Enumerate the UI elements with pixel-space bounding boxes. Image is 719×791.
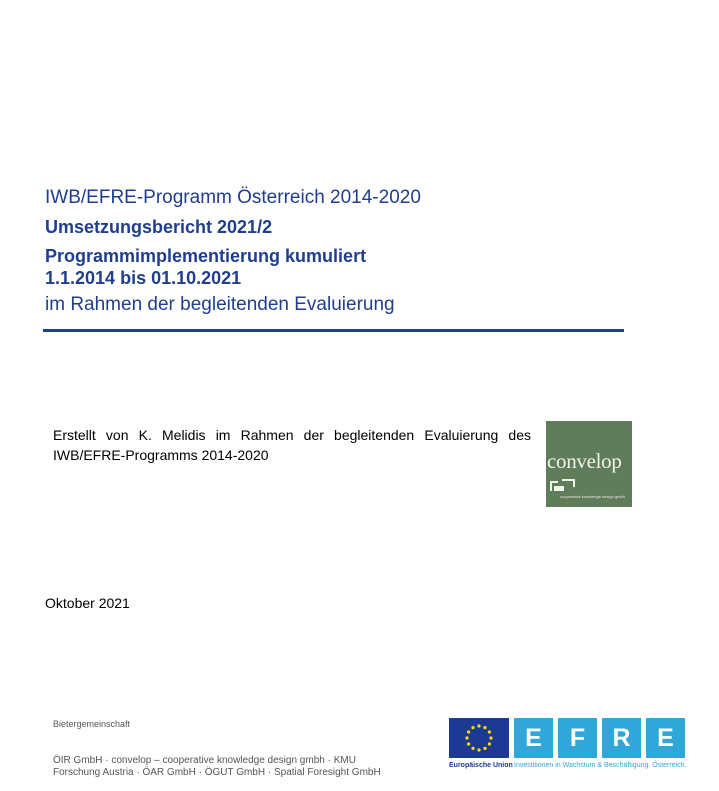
consortium-members	[53, 755, 381, 779]
efre-letter-e1: E	[514, 718, 553, 758]
efre-tagline: Investitionen in Wachstum & Beschäftigung. Österreich.	[514, 762, 687, 769]
convelop-logo-tagline: cooperative knowledge design gmbh	[560, 494, 625, 499]
eu-stars-icon	[449, 718, 509, 758]
convelop-logo	[546, 421, 632, 507]
convelop-mark-icon	[550, 479, 576, 493]
report-title: Umsetzungsbericht 2021/2	[45, 217, 273, 237]
consortium-line-1: ÖIR GmbH · convelop – cooperative knowledge design gmbh · KMU	[53, 755, 356, 766]
title-block	[45, 186, 421, 317]
convelop-logo-wordmark: convelop	[547, 449, 622, 473]
efre-letter-e2: E	[646, 718, 685, 758]
title-divider	[43, 329, 624, 332]
period-title: 1.1.2014 bis 01.10.2021	[45, 268, 242, 288]
consortium-line-2: Forschung Austria · ÖAR GmbH · ÖGUT GmbH · Spatial Foresight GmbH	[53, 767, 381, 778]
efre-letter-r: R	[602, 718, 641, 758]
program-title: IWB/EFRE-Programm Österreich 2014-2020	[45, 187, 421, 208]
bietergemeinschaft-label: Bietergemeinschaft	[53, 719, 131, 729]
eu-label: Europäische Union	[449, 762, 513, 769]
evaluation-subtitle: im Rahmen der begleitenden Evaluierung	[45, 294, 395, 315]
implementation-title: Programmimplementierung kumuliert	[45, 246, 367, 266]
efre-letter-f: F	[558, 718, 597, 758]
eu-flag	[449, 718, 509, 758]
publication-date: Oktober 2021	[45, 595, 130, 611]
author-statement: Erstellt von K. Melidis im Rahmen der begleitenden Evaluierung des IWB/EFRE-Programms 2014-2020	[53, 427, 531, 463]
